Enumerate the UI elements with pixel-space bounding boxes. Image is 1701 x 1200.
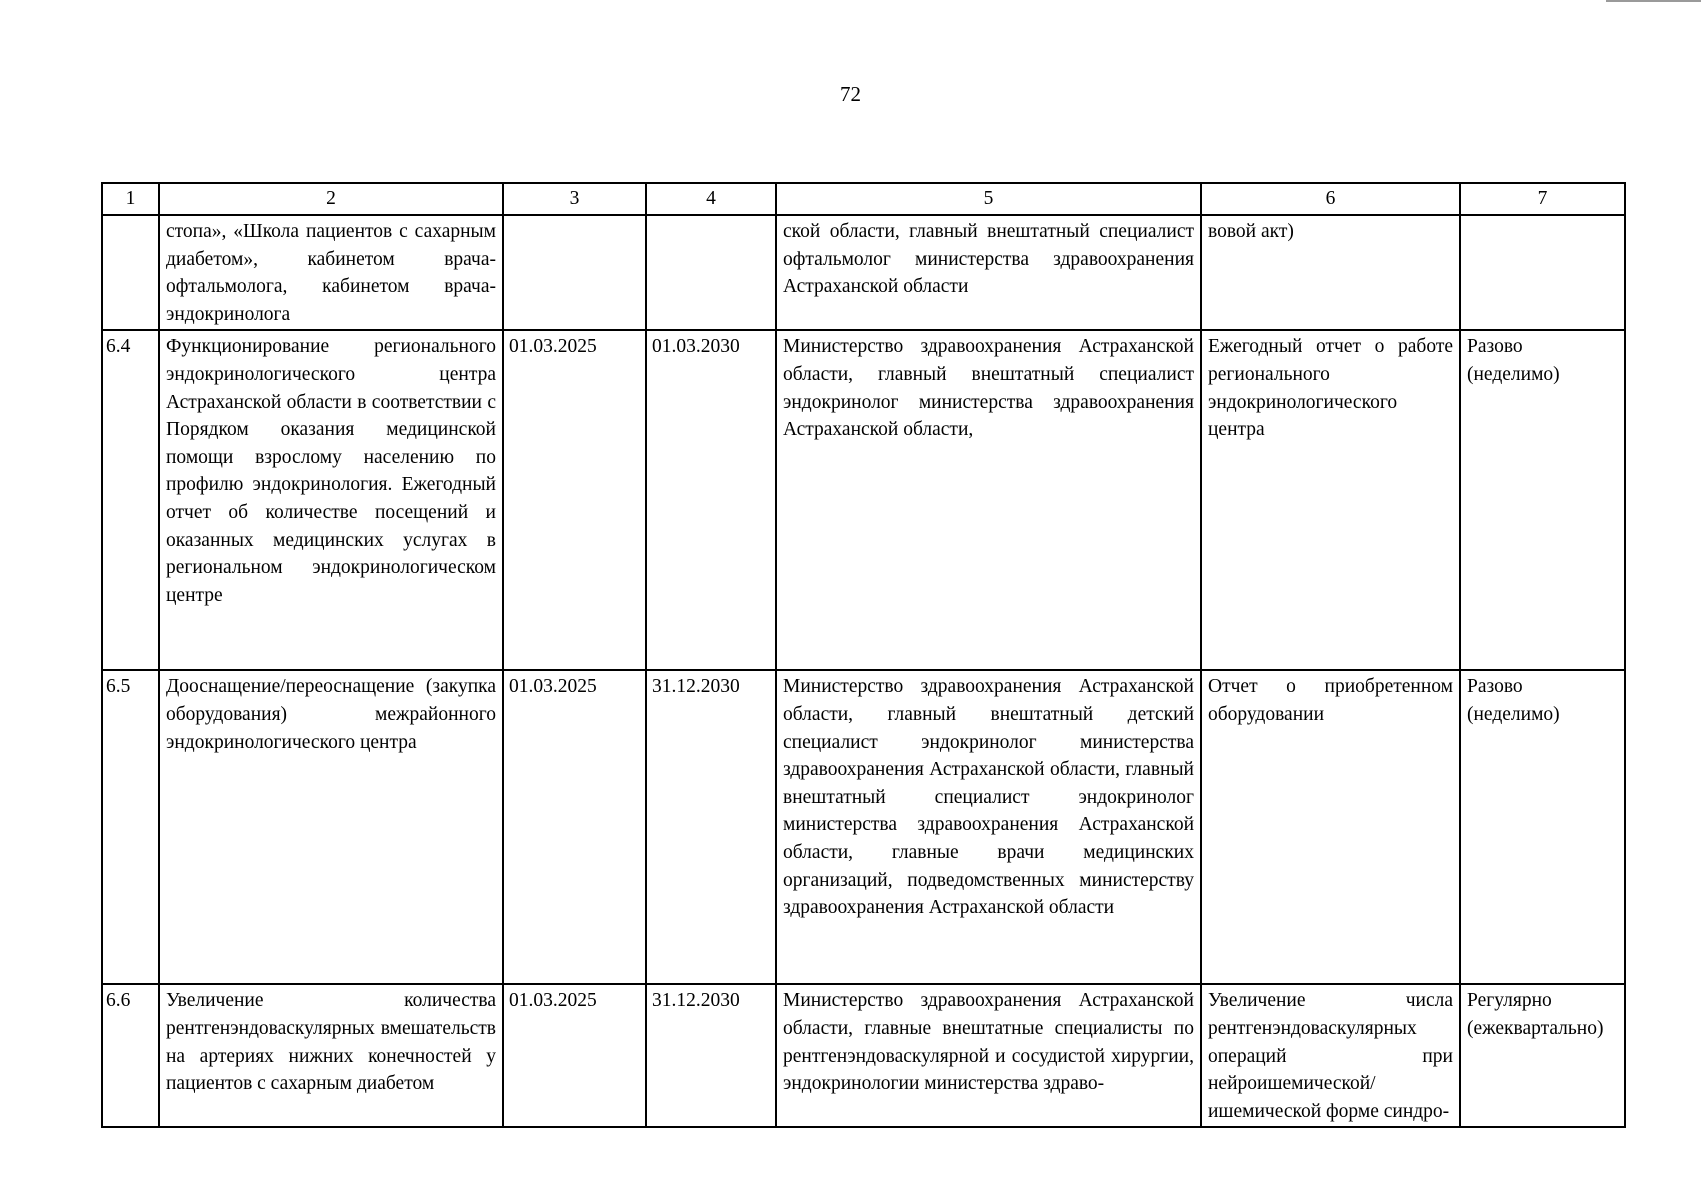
top-edge-mark <box>1606 0 1701 2</box>
event-cell: Дооснащение/переоснащение (закупка оборудования) межрайонного эндокринологического центра <box>159 670 503 984</box>
responsible-cell: Министерство здравоохранения Астраханской области, главные внештатные специалисты по рентгенэндоваскулярной и сосудистой хирургии, эндокринологии министерства здраво- <box>776 984 1201 1127</box>
table-row <box>102 215 1625 330</box>
start-date: 01.03.2025 <box>503 330 646 670</box>
table-row <box>102 984 1625 1127</box>
result-cell: Ежегодный отчет о работе регионального эндокринологического центра <box>1201 330 1460 670</box>
start-date: 01.03.2025 <box>503 984 646 1127</box>
table-row <box>102 330 1625 670</box>
frequency-cell: Разово (неделимо) <box>1460 670 1625 984</box>
responsible-cell: Министерство здравоохранения Астраханской области, главный внештатный детский специалист эндокринолог министерства здравоохранения Астраханской области, главный внештатный специалист эндокринолог министерства здравоохранения Астраханской области, главные врачи медицинских организаций, подведомственных министерству здравоохранения Астраханской области <box>776 670 1201 984</box>
result-cell: Увеличение числа рентгенэндоваскулярных операций при нейроишемической/ишемической форме синдро- <box>1201 984 1460 1127</box>
item-number: 6.4 <box>102 330 159 670</box>
result-cell: Отчет о приобретенном оборудовании <box>1201 670 1460 984</box>
frequency-cell <box>1460 215 1625 330</box>
end-date <box>646 215 776 330</box>
measures-table <box>101 182 1626 1128</box>
event-cell: Увеличение количества рентгенэндоваскулярных вмешательств на артериях нижних конечностей у пациентов с сахарным диабетом <box>159 984 503 1127</box>
item-number: 6.6 <box>102 984 159 1127</box>
start-date <box>503 215 646 330</box>
column-header: 3 <box>503 183 646 215</box>
end-date: 31.12.2030 <box>646 984 776 1127</box>
responsible-cell: Министерство здравоохранения Астраханской области, главный внештатный специалист эндокринолог министерства здравоохранения Астраханской области, <box>776 330 1201 670</box>
item-number: 6.5 <box>102 670 159 984</box>
end-date: 31.12.2030 <box>646 670 776 984</box>
page-number: 72 <box>840 82 861 106</box>
column-header: 2 <box>159 183 503 215</box>
column-header: 6 <box>1201 183 1460 215</box>
event-cell: стопа», «Школа пациентов с сахарным диабетом», кабинетом врача-офтальмолога, кабинетом врача-эндокринолога <box>159 215 503 330</box>
event-cell: Функционирование регионального эндокринологического центра Астраханской области в соответствии с Порядком оказания медицинской помощи взрослому населению по профилю эндокринология. Ежегодный отчет об количестве посещений и оказанных медицинских услугах в региональном эндокринологическом центре <box>159 330 503 670</box>
start-date: 01.03.2025 <box>503 670 646 984</box>
column-header: 4 <box>646 183 776 215</box>
table-row <box>102 670 1625 984</box>
frequency-cell: Разово (неделимо) <box>1460 330 1625 670</box>
column-header: 1 <box>102 183 159 215</box>
frequency-cell: Регулярно (ежеквартально) <box>1460 984 1625 1127</box>
end-date: 01.03.2030 <box>646 330 776 670</box>
result-cell: вовой акт) <box>1201 215 1460 330</box>
column-number-row <box>102 183 1625 215</box>
column-header: 7 <box>1460 183 1625 215</box>
item-number <box>102 215 159 330</box>
column-header: 5 <box>776 183 1201 215</box>
responsible-cell: ской области, главный внештатный специалист офтальмолог министерства здравоохранения Астраханской области <box>776 215 1201 330</box>
